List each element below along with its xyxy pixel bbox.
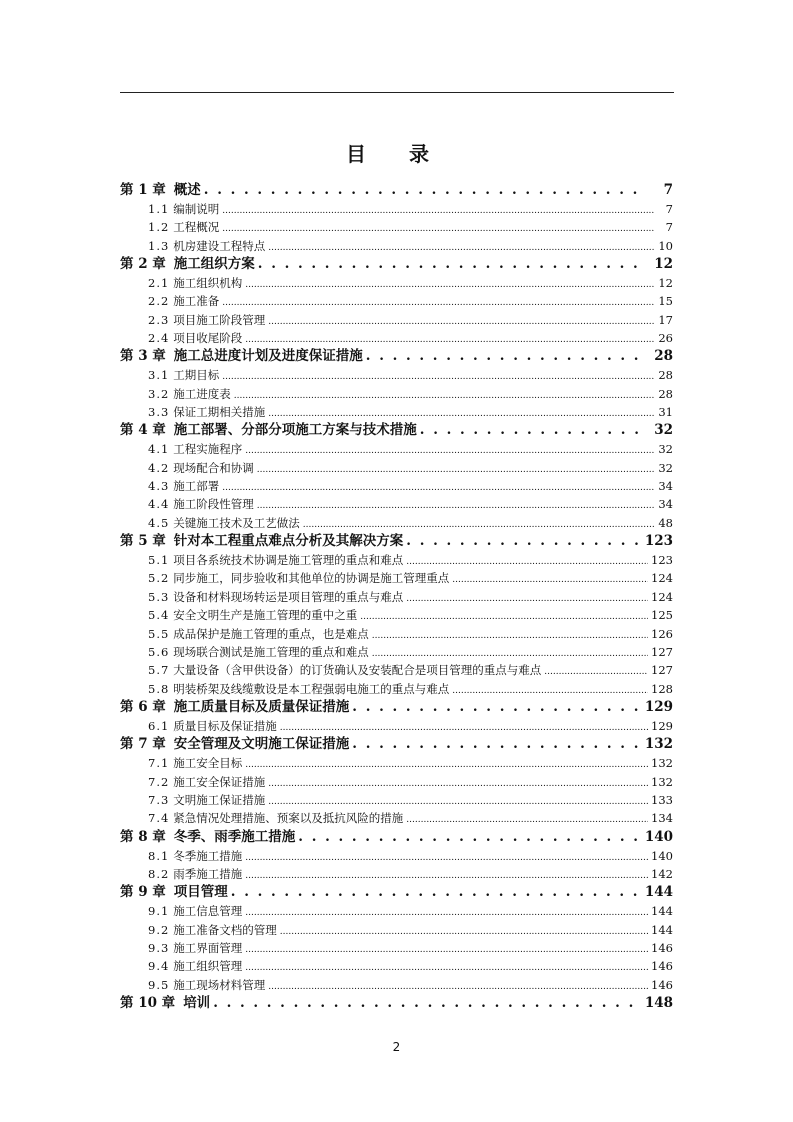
- toc-section-entry-title: 保证工期相关措施: [173, 405, 266, 420]
- toc-chapter-entry-page: 7: [663, 182, 673, 198]
- toc-chapter-entry-label: [120, 421, 417, 440]
- toc-section-entry-number: 9.2: [148, 922, 170, 937]
- toc-section-entry-page: 32: [658, 460, 673, 475]
- toc-section-entry-page: 134: [651, 811, 673, 826]
- toc-section-entry-label: [148, 939, 242, 957]
- toc-section-entry[interactable]: [120, 791, 673, 809]
- toc-chapter-entry[interactable]: [120, 994, 673, 1013]
- toc-section-entry[interactable]: [120, 274, 673, 292]
- toc-section-entry-label: [148, 459, 254, 477]
- toc-section-entry[interactable]: [120, 680, 673, 698]
- toc-section-entry-label: [148, 329, 242, 347]
- toc-section-entry-label: [148, 200, 219, 218]
- dot-leader: [452, 680, 648, 698]
- dot-leader: [452, 569, 648, 587]
- toc-section-entry-title: 同步施工，同步验收和其他单位的协调是施工管理重点: [173, 571, 450, 586]
- toc-section-entry[interactable]: [120, 939, 673, 957]
- toc-section-entry-title: 施工信息管理: [173, 904, 243, 919]
- toc-section-entry-label: [148, 477, 219, 495]
- toc-section-entry[interactable]: [120, 551, 673, 569]
- toc-section-entry-number: 9.1: [148, 904, 170, 919]
- toc-section-entry-title: 施工准备: [173, 294, 220, 309]
- toc-section-entry[interactable]: [120, 847, 673, 865]
- toc-chapter-entry-number: 第 3 章: [120, 348, 166, 365]
- toc-chapter-entry-number: 第 6 章: [120, 699, 166, 716]
- dot-leader: [268, 403, 654, 421]
- toc-section-entry[interactable]: [120, 902, 673, 920]
- toc-section-entry-number: 3.1: [148, 368, 170, 383]
- toc-section-entry[interactable]: [120, 292, 673, 310]
- toc-section-entry-page: 127: [651, 663, 673, 678]
- toc-section-entry-page: 142: [651, 867, 673, 882]
- toc-section-entry-page: 31: [658, 405, 673, 420]
- dot-leader: [257, 459, 654, 477]
- toc-section-entry-number: 2.4: [148, 331, 170, 346]
- toc-chapter-entry-title: 施工总进度计划及进度保证措施: [173, 348, 363, 365]
- toc-chapter-entry-label: [120, 181, 201, 200]
- table-of-contents: [120, 181, 673, 1013]
- dot-leader: [257, 495, 654, 513]
- toc-chapter-entry-number: 第 2 章: [120, 256, 166, 273]
- page-number: 2: [392, 1040, 401, 1054]
- toc-section-entry-page: 140: [651, 848, 673, 863]
- toc-section-entry-label: [148, 218, 219, 236]
- dot-leader: [245, 865, 648, 883]
- toc-section-entry-title: 施工界面管理: [173, 941, 243, 956]
- toc-section-entry-title: 项目各系统技术协调是施工管理的重点和难点: [173, 553, 404, 568]
- toc-section-entry-label: [148, 311, 265, 329]
- toc-chapter-entry-title: 施工部署、分部分项施工方案与技术措施: [173, 422, 417, 439]
- toc-section-entry-page: 10: [658, 238, 673, 253]
- toc-section-entry-number: 5.6: [148, 645, 170, 660]
- dot-leader: [245, 847, 648, 865]
- toc-section-entry-title: 施工进度表: [173, 386, 231, 401]
- toc-section-entry[interactable]: [120, 440, 673, 458]
- dot-leader: [280, 921, 648, 939]
- dot-leader: [420, 421, 642, 440]
- toc-section-entry-title: 雨季施工措施: [173, 867, 243, 882]
- toc-section-entry-page: 48: [658, 515, 673, 530]
- toc-section-entry[interactable]: [120, 495, 673, 513]
- toc-chapter-entry-number: 第 10 章: [120, 995, 176, 1012]
- toc-section-entry[interactable]: [120, 588, 673, 606]
- dot-leader: [268, 791, 648, 809]
- toc-section-entry-number: 5.2: [148, 571, 170, 586]
- toc-section-entry-title: 项目施工阶段管理: [173, 312, 266, 327]
- toc-section-entry-title: 施工组织管理: [173, 959, 243, 974]
- toc-section-entry-number: 5.3: [148, 589, 170, 604]
- toc-section-entry[interactable]: [120, 366, 673, 384]
- dot-leader: [352, 698, 642, 717]
- toc-section-entry-number: 3.2: [148, 386, 170, 401]
- toc-section-entry[interactable]: [120, 717, 673, 735]
- toc-section-entry[interactable]: [120, 459, 673, 477]
- toc-section-entry-title: 施工安全目标: [173, 756, 243, 771]
- dot-leader: [245, 754, 648, 772]
- toc-chapter-entry-page: 12: [654, 256, 673, 273]
- toc-section-entry-title: 施工阶段性管理: [173, 497, 254, 512]
- dot-leader: [280, 717, 648, 735]
- dot-leader: [372, 625, 648, 643]
- toc-section-entry-label: [148, 865, 242, 883]
- dot-leader: [258, 255, 642, 274]
- header-rule: [120, 92, 674, 93]
- toc-section-entry-number: 5.4: [148, 608, 170, 623]
- toc-chapter-entry-label: [120, 828, 295, 847]
- toc-section-entry-number: 9.5: [148, 977, 170, 992]
- toc-section-entry-page: 128: [651, 681, 673, 696]
- toc-section-entry-page: 12: [658, 275, 673, 290]
- toc-section-entry-label: [148, 754, 242, 772]
- toc-section-entry-title: 编制说明: [173, 201, 220, 216]
- toc-section-entry-number: 7.2: [148, 774, 170, 789]
- toc-chapter-entry-title: 施工质量目标及质量保证措施: [173, 699, 350, 716]
- dot-leader: [372, 643, 648, 661]
- toc-chapter-entry[interactable]: [120, 883, 673, 902]
- toc-section-entry-label: [148, 643, 369, 661]
- toc-chapter-entry-number: 第 9 章: [120, 884, 166, 901]
- toc-section-entry-title: 设备和材料现场转运是项目管理的重点与难点: [173, 589, 404, 604]
- toc-section-entry-page: 125: [651, 608, 673, 623]
- toc-chapter-entry[interactable]: [120, 735, 673, 754]
- toc-section-entry-label: [148, 495, 254, 513]
- toc-section-entry-label: [148, 514, 300, 532]
- dot-leader: [352, 735, 642, 754]
- toc-section-entry-label: [148, 625, 369, 643]
- toc-section-entry[interactable]: [120, 661, 673, 679]
- toc-section-entry-label: [148, 385, 231, 403]
- toc-section-entry-number: 7.1: [148, 756, 170, 771]
- toc-section-entry-title: 现场配合和协调: [173, 460, 254, 475]
- toc-chapter-entry[interactable]: [120, 828, 673, 847]
- dot-leader: [406, 532, 642, 551]
- toc-section-entry-label: [148, 292, 219, 310]
- toc-section-entry-label: [148, 606, 357, 624]
- toc-chapter-entry-label: [120, 255, 255, 274]
- toc-chapter-entry-page: 144: [644, 884, 673, 901]
- toc-section-entry-number: 8.1: [148, 848, 170, 863]
- dot-leader: [222, 366, 654, 384]
- toc-section-entry-title: 施工准备文档的管理: [173, 922, 277, 937]
- toc-chapter-entry-page: 28: [654, 348, 673, 365]
- dot-leader: [544, 661, 648, 679]
- dot-leader: [245, 274, 654, 292]
- dot-leader: [222, 200, 654, 218]
- toc-section-entry-label: [148, 661, 541, 679]
- toc-section-entry-number: 3.3: [148, 405, 170, 420]
- toc-section-entry-label: [148, 773, 265, 791]
- toc-section-entry[interactable]: [120, 754, 673, 772]
- toc-section-entry-number: 8.2: [148, 867, 170, 882]
- dot-leader: [245, 902, 648, 920]
- toc-section-entry[interactable]: [120, 569, 673, 587]
- toc-section-entry-number: 1.3: [148, 238, 170, 253]
- toc-section-entry[interactable]: [120, 957, 673, 975]
- toc-chapter-entry-page: 148: [644, 995, 673, 1012]
- toc-section-entry[interactable]: [120, 773, 673, 791]
- toc-chapter-entry-page: 129: [644, 699, 673, 716]
- toc-chapter-entry-page: 123: [644, 533, 673, 550]
- toc-section-entry-label: [148, 366, 219, 384]
- toc-section-entry-label: [148, 902, 242, 920]
- toc-section-entry-page: 15: [658, 294, 673, 309]
- toc-section-entry[interactable]: [120, 329, 673, 347]
- dot-leader: [298, 828, 642, 847]
- toc-chapter-entry-label: [120, 735, 349, 754]
- toc-chapter-entry-number: 第 1 章: [120, 182, 166, 198]
- toc-section-entry-label: [148, 569, 449, 587]
- toc-section-entry[interactable]: [120, 921, 673, 939]
- toc-section-entry-page: 127: [651, 645, 673, 660]
- toc-section-entry-label: [148, 440, 242, 458]
- dot-leader: [406, 551, 648, 569]
- toc-section-entry-title: 现场联合测试是施工管理的重点和难点: [173, 645, 369, 660]
- toc-chapter-entry-label: [120, 347, 363, 366]
- toc-section-entry-label: [148, 957, 242, 975]
- toc-chapter-entry-number: 第 7 章: [120, 736, 166, 753]
- toc-title: 目 录: [346, 142, 447, 166]
- toc-section-entry-label: [148, 403, 265, 421]
- dot-leader: [213, 994, 642, 1013]
- toc-section-entry-title: 文明施工保证措施: [173, 793, 266, 808]
- toc-chapter-entry-title: 针对本工程重点难点分析及其解决方案: [173, 533, 404, 550]
- toc-chapter-entry-number: 第 5 章: [120, 533, 166, 550]
- toc-section-entry-number: 6.1: [148, 719, 170, 734]
- toc-chapter-entry[interactable]: [120, 347, 673, 366]
- toc-section-entry-page: 34: [658, 479, 673, 494]
- toc-section-entry-title: 质量目标及保证措施: [173, 719, 277, 734]
- toc-section-entry-number: 5.8: [148, 681, 170, 696]
- toc-section-entry-number: 7.4: [148, 811, 170, 826]
- toc-section-entry-page: 28: [658, 368, 673, 383]
- toc-section-entry-title: 机房建设工程特点: [173, 238, 266, 253]
- toc-section-entry-page: 124: [651, 571, 673, 586]
- toc-section-entry-page: 144: [651, 922, 673, 937]
- toc-chapter-entry-label: [120, 532, 403, 551]
- toc-section-entry-number: 5.1: [148, 553, 170, 568]
- toc-section-entry-page: 146: [651, 977, 673, 992]
- dot-leader: [245, 957, 648, 975]
- toc-section-entry-label: [148, 274, 242, 292]
- toc-chapter-entry-page: 132: [644, 736, 673, 753]
- toc-section-entry-label: [148, 847, 242, 865]
- toc-section-entry-label: [148, 237, 265, 255]
- toc-section-entry-label: [148, 551, 403, 569]
- toc-section-entry-number: 2.3: [148, 312, 170, 327]
- toc-section-entry-title: 明装桥架及线缆敷设是本工程强弱电施工的重点与难点: [173, 681, 450, 696]
- dot-leader: [268, 773, 648, 791]
- toc-section-entry-label: [148, 921, 277, 939]
- toc-section-entry-number: 4.2: [148, 460, 170, 475]
- toc-section-entry-number: 9.4: [148, 959, 170, 974]
- toc-section-entry-title: 施工部署: [173, 479, 220, 494]
- toc-section-entry-number: 1.2: [148, 220, 170, 235]
- dot-leader: [245, 440, 654, 458]
- toc-chapter-entry-label: [120, 698, 349, 717]
- toc-section-entry-number: 4.1: [148, 442, 170, 457]
- toc-chapter-entry-title: 项目管理: [173, 884, 228, 901]
- toc-section-entry-title: 工期目标: [173, 368, 220, 383]
- toc-section-entry-label: [148, 809, 403, 827]
- dot-leader: [245, 939, 648, 957]
- toc-section-entry[interactable]: [120, 477, 673, 495]
- dot-leader: [222, 292, 654, 310]
- dot-leader: [303, 514, 654, 532]
- toc-section-entry[interactable]: [120, 976, 673, 994]
- toc-section-entry[interactable]: [120, 643, 673, 661]
- toc-section-entry[interactable]: [120, 514, 673, 532]
- toc-chapter-entry[interactable]: [120, 698, 673, 717]
- toc-section-entry[interactable]: [120, 606, 673, 624]
- toc-section-entry-number: 5.7: [148, 663, 170, 678]
- toc-section-entry-label: [148, 791, 265, 809]
- toc-chapter-entry-title: 安全管理及文明施工保证措施: [173, 736, 350, 753]
- toc-section-entry-title: 大量设备（含甲供设备）的订货确认及安装配合是项目管理的重点与难点: [173, 663, 542, 678]
- toc-section-entry-page: 132: [651, 774, 673, 789]
- toc-section-entry[interactable]: [120, 237, 673, 255]
- toc-section-entry-number: 2.2: [148, 294, 170, 309]
- toc-section-entry-page: 28: [658, 386, 673, 401]
- dot-leader: [222, 477, 654, 495]
- dot-leader: [204, 181, 642, 200]
- toc-section-entry-page: 144: [651, 904, 673, 919]
- toc-section-entry-title: 项目收尾阶段: [173, 331, 243, 346]
- toc-section-entry-page: 7: [665, 201, 673, 216]
- toc-section-entry-title: 紧急情况处理措施、预案以及抵抗风险的措施: [173, 811, 404, 826]
- toc-section-entry-page: 133: [651, 793, 673, 808]
- toc-chapter-entry-number: 第 8 章: [120, 828, 166, 845]
- toc-section-entry[interactable]: [120, 809, 673, 827]
- toc-chapter-entry[interactable]: [120, 421, 673, 440]
- dot-leader: [360, 606, 648, 624]
- toc-section-entry-number: 9.3: [148, 941, 170, 956]
- dot-leader: [406, 809, 648, 827]
- toc-section-entry-page: 34: [658, 497, 673, 512]
- toc-chapter-entry-page: 140: [644, 828, 673, 845]
- toc-section-entry[interactable]: [120, 218, 673, 236]
- toc-section-entry-page: 32: [658, 442, 673, 457]
- toc-section-entry[interactable]: [120, 403, 673, 421]
- toc-chapter-entry[interactable]: [120, 181, 673, 200]
- toc-section-entry-number: 4.4: [148, 497, 170, 512]
- toc-section-entry-label: [148, 976, 265, 994]
- toc-section-entry-page: 146: [651, 941, 673, 956]
- toc-section-entry-title: 施工安全保证措施: [173, 774, 266, 789]
- toc-section-entry-label: [148, 588, 403, 606]
- toc-section-entry-title: 关键施工技术及工艺做法: [173, 515, 300, 530]
- toc-section-entry-title: 施工现场材料管理: [173, 977, 266, 992]
- toc-chapter-entry-label: [120, 994, 210, 1013]
- toc-section-entry-number: 1.1: [148, 201, 170, 216]
- toc-chapter-entry-page: 32: [654, 422, 673, 439]
- toc-section-entry[interactable]: [120, 865, 673, 883]
- toc-section-entry-title: 工程概况: [173, 220, 220, 235]
- toc-section-entry-page: 123: [651, 553, 673, 568]
- toc-section-entry-title: 成品保护是施工管理的重点，也是难点: [173, 626, 369, 641]
- toc-section-entry[interactable]: [120, 200, 673, 218]
- toc-section-entry-number: 4.3: [148, 479, 170, 494]
- toc-section-entry-title: 冬季施工措施: [173, 848, 243, 863]
- toc-section-entry-number: 5.5: [148, 626, 170, 641]
- toc-chapter-entry[interactable]: [120, 532, 673, 551]
- toc-section-entry-page: 7: [665, 220, 673, 235]
- dot-leader: [268, 311, 654, 329]
- toc-section-entry-label: [148, 680, 449, 698]
- toc-section-entry-number: 4.5: [148, 515, 170, 530]
- toc-chapter-entry[interactable]: [120, 255, 673, 274]
- toc-chapter-entry-title: 施工组织方案: [173, 256, 255, 273]
- toc-chapter-entry-number: 第 4 章: [120, 422, 166, 439]
- toc-section-entry-title: 工程实施程序: [173, 442, 243, 457]
- dot-leader: [234, 385, 654, 403]
- toc-chapter-entry-label: [120, 883, 228, 902]
- toc-section-entry-page: 146: [651, 959, 673, 974]
- toc-section-entry-title: 安全文明生产是施工管理的重中之重: [173, 608, 358, 623]
- dot-leader: [268, 976, 648, 994]
- toc-section-entry[interactable]: [120, 625, 673, 643]
- toc-section-entry[interactable]: [120, 385, 673, 403]
- toc-section-entry-page: 129: [651, 719, 673, 734]
- dot-leader: [231, 883, 642, 902]
- toc-section-entry-label: [148, 717, 277, 735]
- toc-section-entry-number: 2.1: [148, 275, 170, 290]
- dot-leader: [222, 218, 654, 236]
- dot-leader: [245, 329, 654, 347]
- toc-section-entry-page: 17: [658, 312, 673, 327]
- toc-chapter-entry-title: 培训: [183, 995, 211, 1012]
- dot-leader: [268, 237, 654, 255]
- toc-section-entry-page: 126: [651, 626, 673, 641]
- dot-leader: [406, 588, 648, 606]
- toc-section-entry[interactable]: [120, 311, 673, 329]
- toc-section-entry-title: 施工组织机构: [173, 275, 243, 290]
- toc-section-entry-page: 132: [651, 756, 673, 771]
- toc-section-entry-page: 26: [658, 331, 673, 346]
- dot-leader: [366, 347, 642, 366]
- toc-section-entry-page: 124: [651, 589, 673, 604]
- toc-section-entry-number: 7.3: [148, 793, 170, 808]
- toc-chapter-entry-title: 冬季、雨季施工措施: [173, 828, 296, 845]
- toc-chapter-entry-title: 概述: [173, 182, 201, 198]
